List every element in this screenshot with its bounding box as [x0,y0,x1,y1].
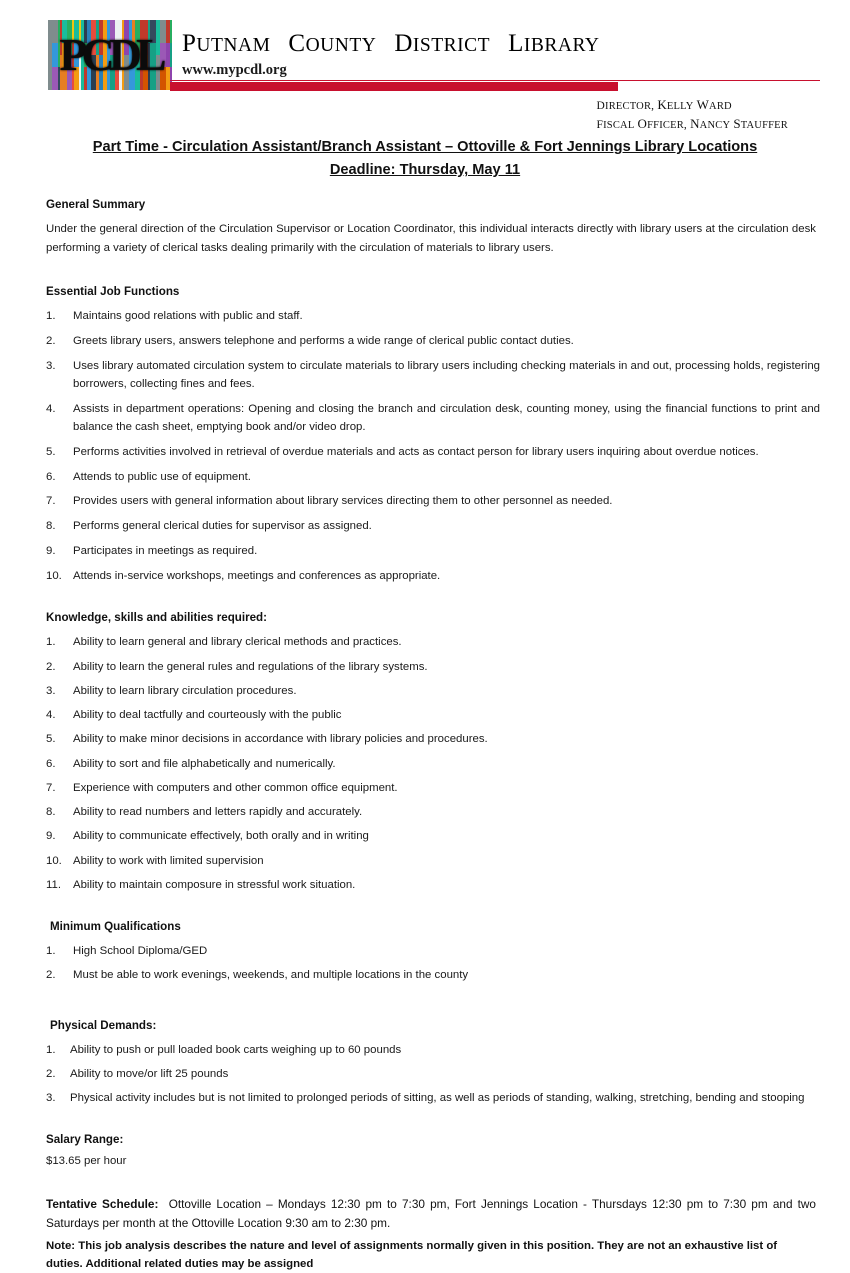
header-thick-rule [170,82,618,91]
list-item [46,1089,820,1107]
list-item-number: 3. [46,1092,56,1105]
list-item [46,803,820,821]
list-item-number: 8. [46,806,56,819]
officer-fiscal: FISCAL OFFICER, NANCY STAUFFER [596,115,788,131]
tentative-schedule-text: Ottoville Location – Mondays 12:30 pm to 7:30 pm, Fort Jennings Location - Thursdays 12:30 pm to 7:30 pm and two Saturdays per month at the Ottoville Location 9:30 am to 2:30 pm. [46,1197,816,1231]
org-word-0: PUTNAM [182,30,271,57]
spacer [46,900,820,920]
physical-demands-list [46,1041,820,1108]
list-item-text: Ability to learn library circulation procedures. [73,684,297,697]
spacer [46,991,820,1019]
list-item [46,517,820,535]
spacer [46,257,820,285]
list-item-number: 10. [46,854,62,867]
list-item-number: 1. [46,636,56,649]
tentative-schedule [46,1195,820,1233]
document-body [0,198,850,1273]
list-item-number: 10. [46,569,62,582]
list-item-number: 2. [46,335,56,348]
essential-job-functions-list [46,307,820,585]
section-heading-general-summary: General Summary [46,198,146,212]
list-item-text: Uses library automated circulation system to circulate materials to library users including checking materials in and out, processing holds, registering borrowers, collecting fines and fees. [73,359,820,391]
list-item [46,332,820,350]
tentative-schedule-label: Tentative Schedule: [46,1197,159,1212]
list-item-text: Ability to read numbers and letters rapidly and accurately. [73,806,363,819]
list-item-text: Performs activities involved in retrieval of overdue materials and acts as contact person for library users inquiring about overdue notices. [73,445,759,458]
list-item [46,633,820,651]
list-item [46,542,820,560]
list-item [46,682,820,700]
list-item [46,492,820,510]
list-item-number: 1. [46,310,56,323]
list-item-text: Attends to public use of equipment. [73,470,251,483]
list-item-number: 8. [46,520,56,533]
list-item-text: Ability to communicate effectively, both orally and in writing [73,830,369,843]
list-item [46,357,820,394]
list-item-text: Ability to push or pull loaded book carts weighing up to 60 pounds [70,1043,402,1056]
list-item-number: 9. [46,544,56,557]
org-word-3: LIBRARY [508,30,600,57]
list-item [46,1041,820,1059]
list-item-text: Maintains good relations with public and staff. [73,310,303,323]
list-item-number: 7. [46,781,56,794]
list-item-text: Physical activity includes but is not limited to prolonged periods of sitting, as well as periods of standing, walking, stretching, bending and stooping [70,1092,805,1105]
list-item-text: Ability to sort and file alphabetically and numerically. [73,757,336,770]
knowledge-skills-list [46,633,820,894]
list-item-text: Participates in meetings as required. [73,544,258,557]
list-item [46,942,820,960]
list-item-number: 1. [46,1043,56,1056]
list-item [46,827,820,845]
list-item-text: Assists in department operations: Opening and closing the branch and circulation desk, counting money, using the financial functions to print and balance the cash sheet, emptying book and/or video drop. [73,402,820,434]
spacer [46,591,820,611]
section-heading-physical-demands: Physical Demands: [50,1018,157,1032]
list-item-number: 3. [46,359,56,372]
list-item-number: 9. [46,830,56,843]
list-item [46,443,820,461]
list-item [46,1065,820,1083]
list-item [46,706,820,724]
list-item [46,400,820,437]
list-item-number: 4. [46,709,56,722]
logo-monogram: PCDL [59,29,161,80]
list-item-text: Ability to learn the general rules and regulations of the library systems. [73,660,428,673]
section-heading-knowledge-skills: Knowledge, skills and abilities required: [46,611,267,625]
list-item-number: 2. [46,660,56,673]
section-heading-salary-range: Salary Range: [46,1133,124,1147]
list-item [46,755,820,773]
list-item-number: 5. [46,733,56,746]
list-item [46,658,820,676]
officer-director: DIRECTOR, KELLY WARD [596,97,732,112]
list-item-text: Provides users with general information about library services directing them to other personnel as needed. [73,495,613,508]
section-heading-minimum-qualifications: Minimum Qualifications [50,920,181,934]
list-item-text: Must be able to work evenings, weekends, and multiple locations in the county [73,969,469,982]
list-item-text: High School Diploma/GED [73,945,208,958]
list-item [46,852,820,870]
list-item [46,730,820,748]
list-item [46,567,820,585]
application-deadline [0,162,850,178]
spacer [46,1113,820,1133]
job-title-text: Part Time - Circulation Assistant/Branch Assistant – Ottoville & Fort Jennings Library Locations [92,139,758,155]
list-item-number: 6. [46,757,56,770]
list-item-text: Attends in-service workshops, meetings and conferences as appropriate. [73,569,441,582]
officers-block [597,96,789,134]
list-item [46,876,820,894]
salary-value: $13.65 per hour [46,1155,127,1168]
general-summary-text: Under the general direction of the Circulation Supervisor or Location Coordinator, this individual interacts directly with library users at the circulation desk performing a variety of clerical tasks dealing primarily with the circulation of materials to library users. [46,223,816,254]
list-item-text: Ability to deal tactfully and courteously with the public [73,709,342,722]
pcdl-logo-icon [48,20,172,90]
list-item-number: 2. [46,1067,56,1080]
list-item-text: Ability to maintain composure in stressful work situation. [73,878,356,891]
list-item-number: 5. [46,445,56,458]
header-thin-rule [170,80,820,81]
list-item [46,468,820,486]
org-word-2: DISTRICT [394,30,491,57]
list-item [46,307,820,325]
organization-title [182,30,617,58]
section-heading-essential-job-functions: Essential Job Functions [46,285,180,299]
list-item-text: Ability to work with limited supervision [73,854,264,867]
job-title [34,136,816,159]
list-item-number: 3. [46,684,56,697]
list-item-number: 7. [46,495,56,508]
list-item-number: 4. [46,402,56,415]
document-header [0,0,850,131]
list-item-text: Ability to move/or lift 25 pounds [70,1067,229,1080]
job-analysis-note: Note: This job analysis describes the nature and level of assignments normally given in this position. They are not an exhaustive list of duties. Additional related duties may be assigned [46,1240,778,1270]
list-item-number: 11. [46,878,61,891]
list-item-number: 6. [46,470,56,483]
list-item [46,779,820,797]
list-item-text: Ability to make minor decisions in accordance with library policies and procedures. [73,733,488,746]
list-item-number: 1. [46,945,56,958]
spacer [46,1167,820,1195]
list-item-number: 2. [46,969,56,982]
list-item-text: Experience with computers and other common office equipment. [73,781,398,794]
org-word-1: COUNTY [288,30,377,57]
list-item-text: Ability to learn general and library clerical methods and practices. [73,636,402,649]
organization-website[interactable]: www.mypcdl.org [182,62,287,78]
list-item-text: Performs general clerical duties for supervisor as assigned. [73,520,372,533]
list-item-text: Greets library users, answers telephone and performs a wide range of clerical public contact duties. [73,335,574,348]
list-item [46,966,820,984]
deadline-text: Deadline: Thursday, May 11 [329,162,521,179]
minimum-qualifications-list [46,942,820,985]
